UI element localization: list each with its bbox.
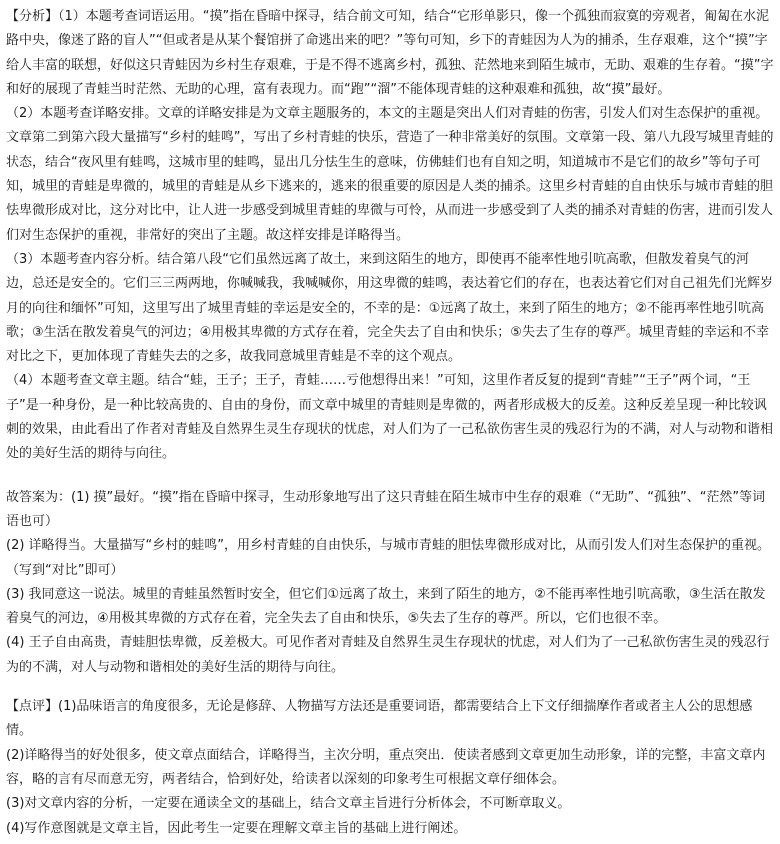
answer-section [6, 486, 774, 680]
comment-paragraph-4: (4)写作意图就是文章主旨，因此考生一定要在理解文章主旨的基础上进行阐述。 [6, 820, 467, 836]
comment-section [6, 695, 774, 841]
analysis-paragraph-3: （3）本题考查内容分析。结合第八段“它们虽然远离了故土，来到这陌生的地方，即使再不能率性地引吭高歌，但散发着臭气的河边，总还是安全的。它们三三两两地，你喊喊我，我喊喊你，用这卑微的蛙鸣，表达着它们的存在，也表达着它们对自己祖先们光辉岁月的向往和缅怀”可知，这里写出了城里青蛙的幸运是安全的，不幸的是：①远离了故土，来到了陌生的地方；②不能再率性地引吭高歌；③生活在散发着臭气的河边；④用极其卑微的方式存在着，完全失去了自由和快乐；⑤失去了生存的尊严。城里青蛙的幸运和不幸对比之下，更加体现了青蛙失去的之多，故我同意城里青蛙是不幸的这个观点。 [6, 251, 774, 365]
section-spacer [6, 467, 774, 486]
analysis-paragraph-4: （4）本题考查文章主题。结合“蛙，王子；王子，青蛙……亏他想得出来！”可知，这里作者反复的提到“青蛙”“王子”两个词，“王子”是一种身份，是一种比较高贵的、自由的身份，而文章中城里的青蛙则是卑微的，两者形成极大的反差。这种反差呈现一种比较讽刺的效果，由此看出了作者对青蛙及自然界生灵生存现状的忧虑，对人们为了一己私欲伤害生灵的残忍行为的不满，对人与动物和谐相处的美好生活的期待与向往。 [6, 373, 774, 462]
analysis-section [6, 5, 774, 467]
answer-paragraph-1: 故答案为：(1) 摸”最好。“摸”指在昏暗中探寻，生动形象地写出了这只青蛙在陌生城市中生存的艰难（“无助”、“孤独”、“茫然”等词语也可） [6, 489, 766, 529]
comment-paragraph-2: (2)详略得当的好处很多，使文章点面结合，详略得当，主次分明，重点突出．使读者感到文章更加生动形象，详的完整，丰富文章内容，略的言有尽而意无穷，两者结合，恰到好处，给读者以深刻的印象考生可根据文章仔细体会。 [6, 747, 766, 787]
analysis-item-1-text: （1）本题考查词语运用。“摸”指在昏暗中探寻，结合前文可知，结合“它形单影只，像一个孤独而寂寞的旁观者，匍匐在水泥路中央，像迷了路的盲人”“但或者是从某个餐馆拼了命逃出来的吧？”等句可知，乡下的青蛙因为人为的捕杀，生存艰难，这个“摸”字给人丰富的联想，好似这只青蛙因为乡村生存艰难，于是不得不逃离乡村，孤独、茫然地来到陌生城市，无助、艰难的生存着。“摸”字和好的展现了青蛙当时茫然、无助的心理，富有表现力。而“跑”“溜”不能体现青蛙的这种艰难和孤独，故“摸”最好。 [6, 9, 774, 97]
analysis-paragraph-1 [6, 5, 774, 102]
comment-paragraph-1: 【点评】(1)品味语言的角度很多，无论是修辞、人物描写方法还是重要词语，都需要结合上下文仔细揣摩作者或者主人公的思想感情。 [6, 699, 753, 739]
comment-paragraph-3: (3)对文章内容的分析，一定要在通读全文的基础上，结合文章主旨进行分析体会，不可断章取义。 [6, 796, 571, 812]
analysis-paragraph-2: （2）本题考查详略安排。文章的详略安排是为文章主题服务的，本文的主题是突出人们对青蛙的伤害，引发人们对生态保护的重视。文章第二到第六段大量描写“乡村的蛙鸣”，写出了乡村青蛙的快乐，营造了一种非常美好的氛围。文章第一段、第八九段写城里青蛙的状态，结合“夜风里有蛙鸣，这城市里的蛙鸣，显出几分怯生生的意味，仿佛蛙们也有自知之明，知道城市不是它们的故乡”等句子可知，城里的青蛙是卑微的，城里的青蛙是从乡下逃来的，逃来的很重要的原因是人类的捕杀。这里乡村青蛙的自由快乐与城市青蛙的胆怯卑微形成对比，这分对比中，让人进一步感受到城里青蛙的卑微与可怜，从而进一步感受到了人类的捕杀对青蛙的伤害，进而引发人们对生态保护的重视，非常好的突出了主题。故这样安排是详略得当。 [6, 106, 774, 243]
answer-paragraph-3: (3) 我同意这一说法。城里的青蛙虽然暂时安全，但它们①远离了故土，来到了陌生的地方，②不能再率性地引吭高歌，③生活在散发着臭气的河边，④用极其卑微的方式存在着，完全失去了自由和快乐，⑤失去了生存的尊严。所以，它们也很不幸。 [6, 586, 766, 627]
answer-paragraph-4: (4) 王子自由高贵，青蛙胆怯卑微，反差极大。可见作者对青蛙及自然界生灵生存现状的忧虑，对人们为了一己私欲伤害生灵的残忍行为的不满，对人与动物和谐相处的美好生活的期待与向往。 [6, 635, 770, 675]
section-spacer [6, 680, 774, 695]
answer-paragraph-2: (2) 详略得当。大量描写“乡村的蛙鸣”，用乡村青蛙的自由快乐，与城市青蛙的胆怯卑微形成对比，从而引发人们对生态保护的重视。（写到“对比”即可） [6, 538, 771, 578]
analysis-tag: 【分析】 [6, 9, 59, 24]
